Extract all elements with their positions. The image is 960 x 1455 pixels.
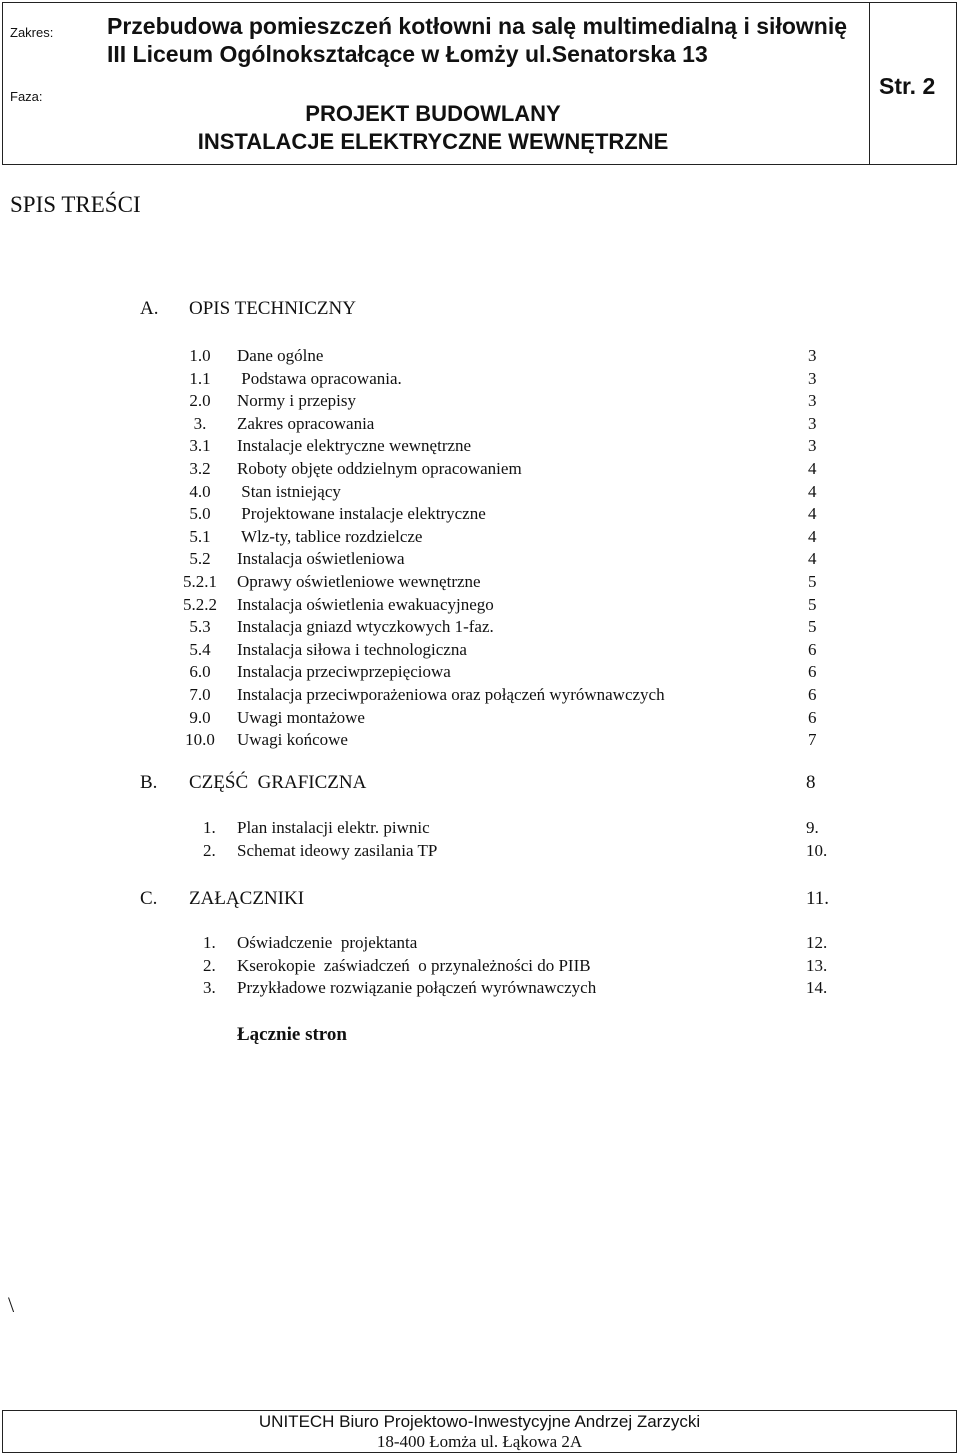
toc-item-page: 3 bbox=[808, 436, 817, 456]
toc-item-title: Roboty objęte oddzielnym opracowaniem bbox=[237, 459, 522, 478]
toc-item-number: 2.0 bbox=[189, 391, 211, 411]
toc-item-page: 10. bbox=[806, 840, 828, 860]
toc-item-page: 5 bbox=[808, 594, 817, 614]
toc-item-page: 3 bbox=[808, 391, 817, 411]
toc-item-title: Instalacja siłowa i technologiczna bbox=[237, 639, 467, 659]
toc-item-title: Projektowane instalacje elektryczne bbox=[237, 504, 486, 524]
header-divider bbox=[869, 3, 870, 164]
toc-section-letter: B. bbox=[140, 772, 158, 793]
toc-item-title: Instalacja gniazd wtyczkowych 1-faz. bbox=[237, 617, 494, 637]
toc-heading: SPIS TREŚCI bbox=[10, 192, 141, 217]
stray-mark: \ bbox=[8, 1292, 15, 1317]
zakres-label: Zakres: bbox=[10, 25, 54, 40]
page-number: Str. 2 bbox=[879, 73, 936, 99]
toc-item-title: Instalacja przeciwprzepięciowa bbox=[237, 662, 451, 682]
toc-item-number: 5.2.1 bbox=[183, 572, 217, 591]
toc-item-number: 3. bbox=[203, 978, 216, 998]
toc-item-page: 3 bbox=[808, 413, 817, 433]
toc-item-title: Dane ogólne bbox=[237, 346, 324, 365]
toc-item-number: 3. bbox=[193, 413, 207, 433]
toc-item-title: Instalacje elektryczne wewnętrzne bbox=[237, 436, 472, 456]
toc-item-page: 6 bbox=[808, 685, 817, 704]
toc-item-title: Stan istniejący bbox=[237, 481, 341, 501]
toc-section-title: OPIS TECHNICZNY bbox=[189, 298, 356, 319]
toc-item-number: 5.0 bbox=[189, 504, 211, 524]
toc-item-number: 2. bbox=[203, 840, 216, 860]
project-scope: INSTALACJE ELEKTRYCZNE WEWNĘTRZNE bbox=[197, 129, 669, 154]
toc-section-page: 11. bbox=[806, 888, 830, 909]
project-title: Przebudowa pomieszczeń kotłowni na salę multimedialną i siłownię bbox=[107, 13, 847, 39]
toc-item-page: 13. bbox=[806, 955, 828, 975]
toc-item-title: Instalacja oświetlenia ewakuacyjnego bbox=[237, 594, 494, 614]
toc-item-number: 9.0 bbox=[189, 707, 211, 727]
toc-item-title: Zakres opracowania bbox=[237, 413, 375, 433]
toc-item-number: 1.1 bbox=[189, 368, 211, 388]
project-phase: PROJEKT BUDOWLANY bbox=[305, 101, 561, 126]
toc-item-title: Uwagi montażowe bbox=[237, 707, 365, 727]
toc-item-page: 4 bbox=[808, 504, 817, 524]
footer-company: UNITECH Biuro Projektowo-Inwestycyjne Andrzej Zarzycki bbox=[258, 1412, 701, 1431]
toc-item-page: 5 bbox=[808, 617, 817, 637]
toc-item-title: Instalacja przeciwporażeniowa oraz połączeń wyrównawczych bbox=[237, 685, 665, 704]
toc-section-title: ZAŁĄCZNIKI bbox=[189, 888, 305, 909]
faza-label: Faza: bbox=[10, 89, 43, 104]
toc-item-title: Plan instalacji elektr. piwnic bbox=[237, 818, 430, 837]
toc-item-page: 4 bbox=[808, 549, 817, 569]
toc-section-letter: A. bbox=[140, 298, 159, 319]
toc-item-page: 6 bbox=[808, 639, 817, 659]
page-header bbox=[2, 2, 957, 165]
total-pages-label: Łącznie stron bbox=[237, 1024, 347, 1045]
toc-item-page: 6 bbox=[808, 707, 817, 727]
toc-item-title: Oprawy oświetleniowe wewnętrzne bbox=[237, 572, 481, 591]
toc-item-title: Uwagi końcowe bbox=[237, 730, 348, 750]
page-footer bbox=[2, 1410, 957, 1453]
toc-section-title: CZĘŚĆ GRAFICZNA bbox=[189, 772, 367, 793]
toc-item-page: 9. bbox=[806, 818, 819, 837]
toc-item-number: 4.0 bbox=[189, 481, 211, 501]
toc-item-page: 7 bbox=[808, 730, 817, 750]
toc-item-page: 3 bbox=[808, 368, 817, 388]
toc-item-title: Wlz-ty, tablice rozdzielcze bbox=[237, 526, 423, 546]
toc-item-number: 3.1 bbox=[189, 436, 211, 456]
toc-item-number: 5.2.2 bbox=[183, 594, 217, 614]
toc-item-number: 7.0 bbox=[189, 685, 211, 704]
toc-item-title: Kserokopie zaświadczeń o przynależności do PIIB bbox=[237, 955, 591, 975]
toc-item-page: 5 bbox=[808, 572, 817, 591]
toc-item-number: 1. bbox=[203, 933, 216, 952]
toc-section-letter: C. bbox=[140, 888, 158, 909]
project-address: III Liceum Ogólnokształcące w Łomży ul.Senatorska 13 bbox=[107, 41, 708, 67]
toc-item-title: Normy i przepisy bbox=[237, 391, 356, 411]
toc-section-page: 8 bbox=[806, 772, 816, 793]
toc-item-title: Przykładowe rozwiązanie połączeń wyrównawczych bbox=[237, 978, 597, 998]
toc-item-title: Schemat ideowy zasilania TP bbox=[237, 840, 438, 860]
toc-item-number: 1.0 bbox=[189, 346, 211, 365]
toc-item-number: 5.1 bbox=[189, 526, 211, 546]
toc-item-title: Oświadczenie projektanta bbox=[237, 933, 418, 952]
toc-item-number: 6.0 bbox=[189, 662, 211, 682]
toc-item-number: 5.3 bbox=[189, 617, 211, 637]
footer-address: 18-400 Łomża ul. Łąkowa 2A bbox=[376, 1432, 583, 1451]
toc-item-number: 3.2 bbox=[189, 459, 211, 478]
toc-item-page: 4 bbox=[808, 526, 817, 546]
toc-item-number: 5.2 bbox=[189, 549, 211, 569]
toc-item-page: 4 bbox=[808, 459, 817, 478]
toc-item-page: 14. bbox=[806, 978, 828, 998]
toc-item-page: 3 bbox=[808, 346, 817, 365]
toc-item-number: 5.4 bbox=[189, 639, 211, 659]
toc-item-number: 1. bbox=[203, 818, 216, 837]
toc-item-number: 2. bbox=[203, 955, 216, 975]
toc-item-page: 4 bbox=[808, 481, 817, 501]
toc-item-page: 6 bbox=[808, 662, 817, 682]
toc-item-title: Instalacja oświetleniowa bbox=[237, 549, 405, 569]
toc-item-number: 10.0 bbox=[185, 730, 215, 750]
toc-item-page: 12. bbox=[806, 933, 828, 952]
toc-item-title: Podstawa opracowania. bbox=[237, 368, 402, 388]
